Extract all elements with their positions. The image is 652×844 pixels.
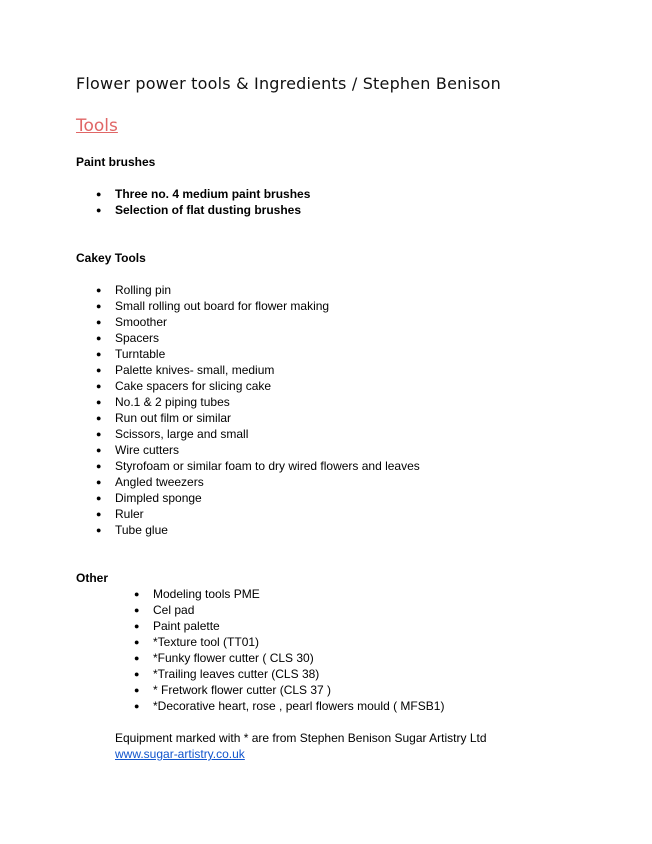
bullet-icon: ● <box>96 349 102 359</box>
bullet-icon: ● <box>134 653 140 663</box>
list-item: ● No.1 & 2 piping tubes <box>96 395 230 409</box>
heading-other: Other <box>76 571 109 585</box>
bullet-icon: ● <box>96 493 102 503</box>
bullet-icon: ● <box>96 525 102 535</box>
list-item: ● Dimpled sponge <box>96 491 202 505</box>
list-item: ● Angled tweezers <box>96 475 204 489</box>
bullet-icon: ● <box>134 685 140 695</box>
list-item: ● *Decorative heart, rose , pearl flowers mould ( MFSB1) <box>134 699 445 713</box>
bullet-icon: ● <box>134 701 140 711</box>
bullet-icon: ● <box>134 621 140 631</box>
list-item: ● * Fretwork flower cutter (CLS 37 ) <box>134 683 332 697</box>
list-item: ● *Trailing leaves cutter (CLS 38) <box>134 667 320 681</box>
list-item: ● Spacers <box>96 331 160 345</box>
sugar-artistry-link[interactable]: www.sugar-artistry.co.uk <box>115 747 245 761</box>
footnote-text: Equipment marked with * are from Stephen Benison Sugar Artistry Ltd <box>115 731 487 745</box>
list-item: ● Wire cutters <box>96 443 180 457</box>
bullet-icon: ● <box>134 605 140 615</box>
list-item: ● Styrofoam or similar foam to dry wired flowers and leaves <box>96 459 420 473</box>
list-item: ● *Funky flower cutter ( CLS 30) <box>134 651 314 665</box>
list-item: ● Tube glue <box>96 523 168 537</box>
bullet-icon: ● <box>96 429 102 439</box>
bullet-icon: ● <box>96 381 102 391</box>
footnote <box>115 730 487 762</box>
heading-cakey-tools: Cakey Tools <box>76 251 146 265</box>
bullet-icon: ● <box>96 205 102 215</box>
bullet-icon: ● <box>96 461 102 471</box>
list-item: ● Ruler <box>96 507 144 521</box>
bullet-icon: ● <box>96 477 102 487</box>
heading-paint-brushes: Paint brushes <box>76 155 156 169</box>
list-item: ● Cel pad <box>134 603 195 617</box>
list-item: ● Smoother <box>96 315 168 329</box>
bullet-icon: ● <box>96 285 102 295</box>
bullet-icon: ● <box>96 365 102 375</box>
list-item: ● Three no. 4 medium paint brushes <box>96 187 311 201</box>
bullet-icon: ● <box>96 189 102 199</box>
bullet-icon: ● <box>96 445 102 455</box>
list-item: ● Cake spacers for slicing cake <box>96 379 272 393</box>
section-heading-tools: Tools <box>76 116 118 136</box>
document-title: Flower power tools & Ingredients / Stephen Benison <box>76 74 502 93</box>
list-item: ● Rolling pin <box>96 283 172 297</box>
bullet-icon: ● <box>134 589 140 599</box>
paint-brushes-list <box>96 186 311 218</box>
list-item: ● Small rolling out board for flower making <box>96 299 330 313</box>
bullet-icon: ● <box>96 301 102 311</box>
list-item: ● Palette knives- small, medium <box>96 363 275 377</box>
bullet-icon: ● <box>96 397 102 407</box>
bullet-icon: ● <box>96 317 102 327</box>
list-item: ● Scissors, large and small <box>96 427 249 441</box>
list-item: ● Paint palette <box>134 619 220 633</box>
bullet-icon: ● <box>134 669 140 679</box>
bullet-icon: ● <box>96 413 102 423</box>
bullet-icon: ● <box>96 333 102 343</box>
other-list <box>134 586 445 714</box>
list-item: ● Selection of flat dusting brushes <box>96 203 302 217</box>
list-item: ● Turntable <box>96 347 166 361</box>
list-item: ● Run out film or similar <box>96 411 232 425</box>
bullet-icon: ● <box>96 509 102 519</box>
cakey-tools-list <box>96 282 420 538</box>
bullet-icon: ● <box>134 637 140 647</box>
list-item: ● *Texture tool (TT01) <box>134 635 260 649</box>
list-item: ● Modeling tools PME <box>134 587 260 601</box>
